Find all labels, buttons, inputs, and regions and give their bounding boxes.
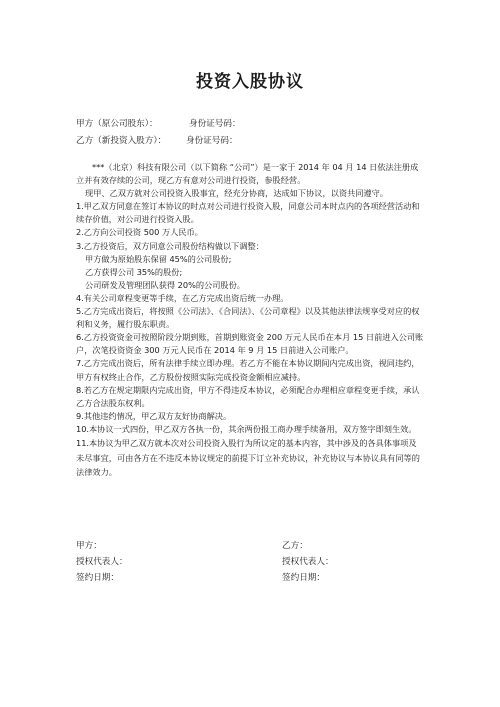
paragraph-line: 未尽事宜，可由各方在不违反本协议规定的前提下订立补充协议，补充协议与本协议具有同等的 xyxy=(76,452,420,463)
party-a-signature-block xyxy=(76,538,128,586)
paragraph-line: 甲方做为原始股东保留 45%的公司股份; xyxy=(85,253,232,264)
document-title: 投资入股协议 xyxy=(196,72,304,92)
paragraph-line: 10.本协议一式四份，甲乙双方各执一份，其余两份报工商办理手续备用，双方签字即刻生效。 xyxy=(76,423,417,434)
party-a-label: 甲方（原公司股东）： xyxy=(76,119,158,129)
paragraph-line: 乙方获得公司 35%的股份; xyxy=(85,266,183,277)
party-b-representative-label: 授权代表人： xyxy=(282,557,334,567)
party-b-label: 乙方（新投资入股方）： xyxy=(76,136,167,146)
party-b-signature-block xyxy=(282,538,334,586)
party-b-date-label: 签约日期： xyxy=(282,573,325,583)
paragraph-line: 11.本协议为甲乙双方就本次对公司投资入股行为所议定的基本内容，其中涉及的各具体事项及 xyxy=(76,437,417,448)
paragraph-line: 6.乙方投资资金可按照阶段分期到账，首期到账资金 200 万元人民币在本月 15 日前进入公司账 xyxy=(76,332,424,343)
party-a-date-label: 签约日期： xyxy=(76,573,119,583)
paragraph-line: 1.甲乙双方同意在签订本协议的时点对公司进行投资入股，同意公司本时点内的各项经营活动和 xyxy=(76,201,420,212)
party-a-representative-label: 授权代表人： xyxy=(76,557,128,567)
paragraph-line: 乙方合法股东权利。 xyxy=(76,397,150,408)
party-b-line xyxy=(76,134,238,146)
paragraph-line: 9.其他违约情况，甲乙双方友好协商解决。 xyxy=(76,410,232,421)
paragraph-line: 8.若乙方在规定期限内完成出资，甲方不得违反本协议，必须配合办理相应章程变更手续，承认 xyxy=(76,384,420,395)
paragraph-line: 甲方有权终止合作，乙方股份按照实际完成投资金额相应减持。 xyxy=(76,371,306,382)
party-a-sign-label: 甲方： xyxy=(76,541,102,551)
party-a-id-label: 身份证号码： xyxy=(189,119,241,129)
paragraph-line: 法律效力。 xyxy=(76,467,117,478)
agreement-body xyxy=(76,161,434,480)
party-b-sign-label: 乙方： xyxy=(282,541,308,551)
paragraph-line: 立并有效存续的公司，现乙方有意对公司进行投资，参股经营。 xyxy=(76,175,306,186)
paragraph-line: ***（北京）科技有限公司（以下简称 “公司”）是一家于 2014 年 04 月 14 日依法注册成 xyxy=(92,162,419,172)
paragraph-line: 续存价值，对公司进行投资入股。 xyxy=(76,214,199,225)
paragraph-line: 7.乙方完成出资后，所有法律手续立即办理。若乙方不能在本协议期间内完成出资，视同违约， xyxy=(76,358,420,369)
paragraph-line: 公司研发及管理团队获得 20%的公司股份。 xyxy=(85,279,245,290)
paragraph-line: 利和义务，履行股东职责。 xyxy=(76,319,175,330)
paragraph-line: 4.有关公司章程变更等手续，在乙方完成出资后统一办理。 xyxy=(76,292,289,303)
paragraph-line: 户，次笔投资资金 300 万元人民币在 2014 年 9 月 15 日前进入公司账户。 xyxy=(76,345,354,356)
paragraph-line: 5.乙方完成出资后，将按照《公司法》、《合同法》、《公司章程》以及其他法律法规享受对应的权 xyxy=(76,306,420,317)
paragraph-line: 2.乙方向公司投资 500 万人民币。 xyxy=(76,227,203,238)
party-a-line xyxy=(76,117,241,129)
party-b-id-label: 身份证号码： xyxy=(186,136,238,146)
paragraph-line: 现甲、乙双方就对公司投资入股事宜，经充分协商，达成如下协议，以资共同遵守。 xyxy=(85,188,388,199)
paragraph-line: 3.乙方投资后，双方同意公司股份结构做以下调整： xyxy=(76,240,264,251)
